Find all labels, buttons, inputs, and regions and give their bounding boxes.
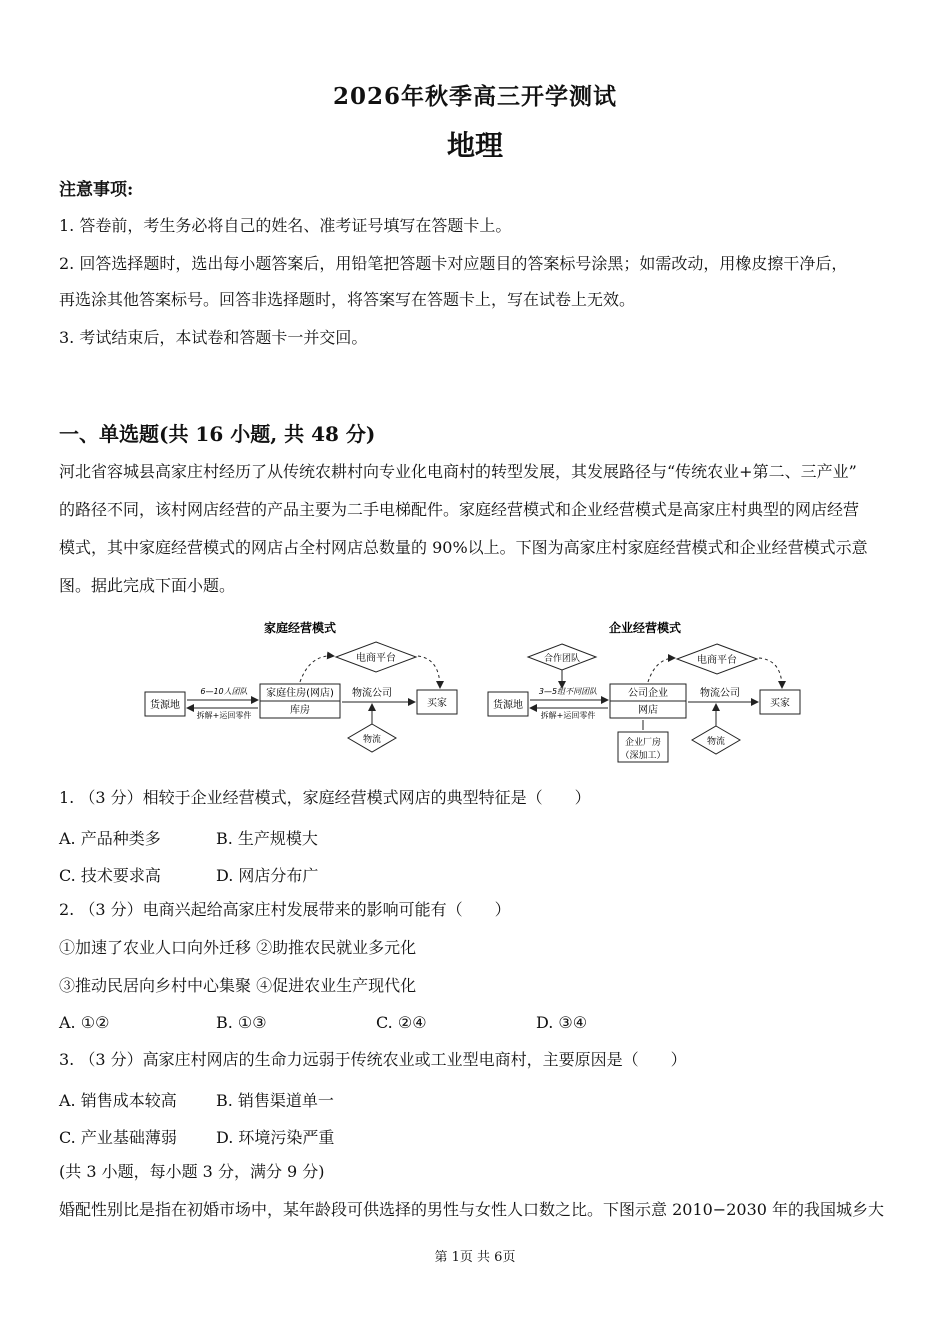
page-footer: 第 1页 共 6页 xyxy=(434,1250,516,1265)
subject-title: 地理 xyxy=(446,129,503,162)
q2-statements-2: ③推动民居向乡村中心集聚 ④促进农业生产现代化 xyxy=(59,976,417,995)
left-process-label: 拆解+运回零件 xyxy=(196,711,252,720)
next-intro: 婚配性别比是指在初婚市场中，某年龄段可供选择的男性与女性人口数之比。下图示意 2010−2030 年的我国城乡大 xyxy=(59,1200,885,1219)
left-home-top: 家庭住房(网店) xyxy=(266,688,334,699)
right-source-label: 货源地 xyxy=(493,700,523,711)
section-heading: 一、单选题(共 16 小题, 共 48 分) xyxy=(59,422,376,446)
intro-line-2: 的路径不同，该村网店经营的产品主要为二手电梯配件。家庭经营模式和企业经营模式是高家庄村典型的网店经营 xyxy=(59,500,860,519)
note-item-2-cont: 再选涂其他答案标号。回答非选择题时，将答案写在答题卡上，写在试卷上无效。 xyxy=(59,290,636,309)
right-company-bottom: 网店 xyxy=(638,705,658,716)
note-item-2: 2. 回答选择题时，选出每小题答案后，用铅笔把答题卡对应题目的答案标号涂黑；如需改动，用橡皮擦干净后， xyxy=(59,254,848,273)
right-company-top: 公司企业 xyxy=(628,688,668,699)
q1-option-b[interactable]: B. 生产规模大 xyxy=(216,829,318,848)
q2-option-a[interactable]: A. ①② xyxy=(59,1013,110,1032)
intro-line-4: 图。据此完成下面小题。 xyxy=(59,576,236,595)
q2-option-b[interactable]: B. ①③ xyxy=(216,1013,267,1032)
group-note: (共 3 小题，每小题 3 分，满分 9 分) xyxy=(59,1162,325,1181)
intro-line-3: 模式，其中家庭经营模式的网店占全村网店总数量的 90%以上。下图为高家庄村家庭经营模式和企业经营模式示意 xyxy=(59,538,868,557)
q1-option-c[interactable]: C. 技术要求高 xyxy=(59,866,161,885)
q2-option-d[interactable]: D. ③④ xyxy=(536,1013,588,1032)
left-logistics-label: 物流 xyxy=(362,735,382,745)
q2-stem: 2. （3 分）电商兴起给高家庄村发展带来的影响可能有（ ） xyxy=(59,900,511,919)
right-logistics-company: 物流公司 xyxy=(700,688,740,699)
q1-option-d[interactable]: D. 网店分布广 xyxy=(216,866,319,885)
notes-heading: 注意事项: xyxy=(59,180,134,200)
right-buyer-label: 买家 xyxy=(770,698,790,709)
right-factory-line2: （深加工） xyxy=(620,751,666,761)
q2-statements-1: ①加速了农业人口向外迁移 ②助推农民就业多元化 xyxy=(59,938,417,957)
right-factory-line1: 企业厂房 xyxy=(624,738,662,748)
q3-option-a[interactable]: A. 销售成本较高 xyxy=(59,1091,177,1110)
q1-stem: 1. （3 分）相较于企业经营模式，家庭经营模式网店的典型特征是（ ） xyxy=(59,788,591,807)
left-team-label: 6—10人团队 xyxy=(200,687,248,696)
q3-stem: 3. （3 分）高家庄村网店的生命力远弱于传统农业或工业型电商村，主要原因是（ ） xyxy=(59,1050,687,1069)
right-process-label: 拆解+运回零件 xyxy=(540,711,596,720)
q3-option-c[interactable]: C. 产业基础薄弱 xyxy=(59,1128,177,1147)
exam-title: 2026年秋季高三开学测试 xyxy=(332,83,617,110)
q1-option-a[interactable]: A. 产品种类多 xyxy=(59,829,161,848)
q3-option-d[interactable]: D. 环境污染严重 xyxy=(216,1128,335,1147)
left-buyer-label: 买家 xyxy=(427,698,447,709)
q3-option-b[interactable]: B. 销售渠道单一 xyxy=(216,1091,334,1110)
intro-line-1: 河北省容城县高家庄村经历了从传统农耕村向专业化电商村的转型发展，其发展路径与“传统农业+第二、三产业” xyxy=(59,462,857,481)
right-platform-label: 电商平台 xyxy=(697,655,737,666)
right-coop-label: 合作团队 xyxy=(543,654,581,664)
right-logistics-label: 物流 xyxy=(706,737,726,747)
left-platform-label: 电商平台 xyxy=(356,653,396,664)
left-logistics-company: 物流公司 xyxy=(352,688,392,699)
q2-option-c[interactable]: C. ②④ xyxy=(376,1013,427,1032)
note-item-3: 3. 考试结束后，本试卷和答题卡一并交回。 xyxy=(59,328,368,347)
left-diagram-title: 家庭经营模式 xyxy=(263,621,337,635)
left-home-bottom: 库房 xyxy=(290,705,310,716)
right-diagram-title: 企业经营模式 xyxy=(608,621,682,635)
right-team-label: 3—5组不同团队 xyxy=(538,687,598,696)
business-model-diagram xyxy=(140,614,810,774)
left-source-label: 货源地 xyxy=(150,700,180,711)
note-item-1: 1. 答卷前，考生务必将自己的姓名、准考证号填写在答题卡上。 xyxy=(59,216,512,235)
